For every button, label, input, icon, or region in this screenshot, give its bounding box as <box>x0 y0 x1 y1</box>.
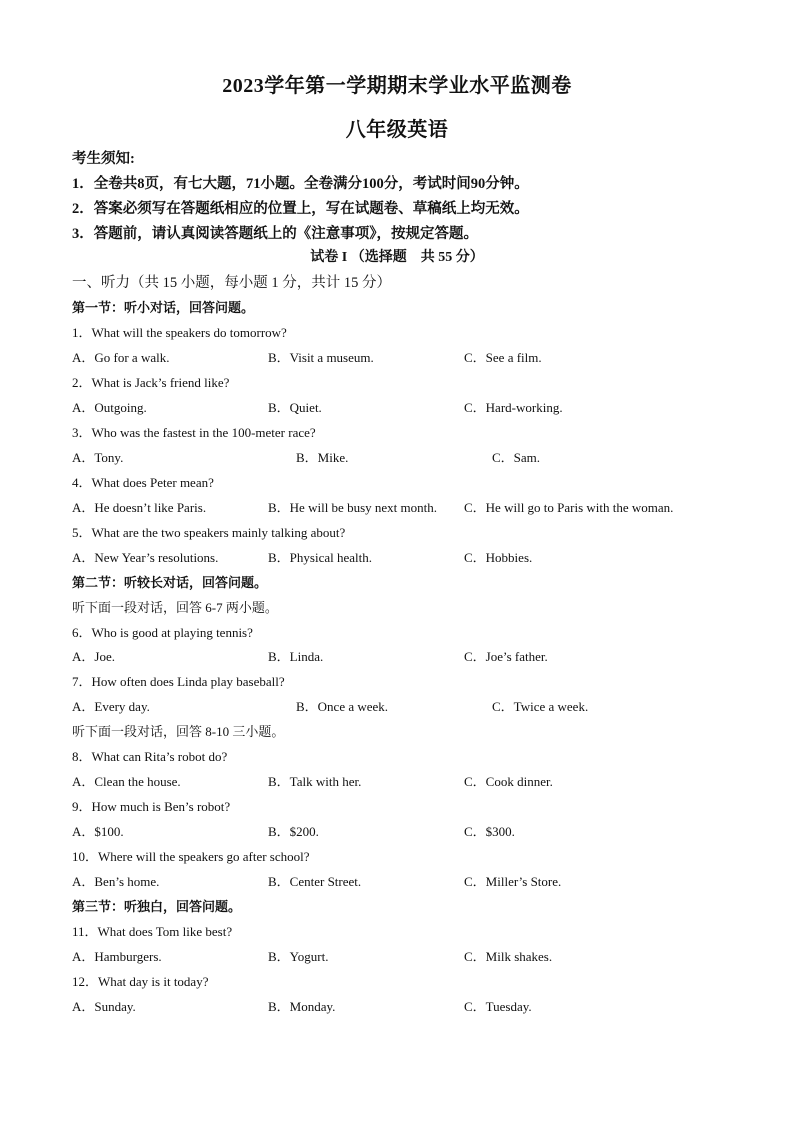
q7-option-b: B．Once a week. <box>296 699 389 714</box>
q7-option-c: C．Twice a week. <box>492 699 589 714</box>
q5-option-b: B．Physical health. <box>268 550 372 565</box>
question-7: 7．How often does Linda play baseball? <box>72 674 285 689</box>
q12-option-a: A．Sunday. <box>72 999 136 1014</box>
notice-item-3: 3．答题前，请认真阅读答题纸上的《注意事项》，按规定答题。 <box>72 226 478 242</box>
q3-option-a: A．Tony. <box>72 450 124 465</box>
q2-option-a: A．Outgoing. <box>72 400 147 415</box>
q8-option-c: C．Cook dinner. <box>464 774 553 789</box>
question-3: 3．Who was the fastest in the 100-meter race? <box>72 425 316 440</box>
question-5: 5．What are the two speakers mainly talking about? <box>72 525 346 540</box>
q10-option-c: C．Miller’s Store. <box>464 874 562 889</box>
q11-option-b: B．Yogurt. <box>268 949 329 964</box>
question-2: 2．What is Jack’s friend like? <box>72 375 230 390</box>
q9-option-a: A．$100. <box>72 824 124 839</box>
question-4: 4．What does Peter mean? <box>72 475 214 490</box>
q12-option-b: B．Monday. <box>268 999 336 1014</box>
q6-option-c: C．Joe’s father. <box>464 649 548 664</box>
question-12: 12．What day is it today? <box>72 974 209 989</box>
section2-heading: 第二节：听较长对话，回答问题。 <box>72 575 268 590</box>
q9-option-b: B．$200. <box>268 824 319 839</box>
question-1: 1．What will the speakers do tomorrow? <box>72 325 287 340</box>
question-10: 10．Where will the speakers go after school? <box>72 849 310 864</box>
q10-option-a: A．Ben’s home. <box>72 874 160 889</box>
q11-option-c: C．Milk shakes. <box>464 949 553 964</box>
instruction-8-10: 听下面一段对话，回答 8-10 三小题。 <box>72 724 285 739</box>
q5-option-c: C．Hobbies. <box>464 550 533 565</box>
q9-option-c: C．$300. <box>464 824 515 839</box>
q11-option-a: A．Hamburgers. <box>72 949 162 964</box>
q1-option-c: C．See a film. <box>464 350 542 365</box>
exam-subtitle: 八年级英语 <box>345 119 449 141</box>
instruction-6-7: 听下面一段对话，回答 6-7 两小题。 <box>72 600 278 615</box>
q1-option-a: A．Go for a walk. <box>72 350 170 365</box>
exam-title: 2023学年第一学期期末学业水平监测卷 <box>222 75 572 97</box>
section1-heading: 第一节：听小对话，回答问题。 <box>72 300 255 315</box>
section3-heading: 第三节：听独白，回答问题。 <box>72 899 242 914</box>
q10-option-b: B．Center Street. <box>268 874 362 889</box>
question-6: 6．Who is good at playing tennis? <box>72 625 253 640</box>
q3-option-c: C．Sam. <box>492 450 541 465</box>
q8-option-a: A．Clean the house. <box>72 774 181 789</box>
q1-option-b: B．Visit a museum. <box>268 350 374 365</box>
part1-heading: 一、听力（共 15 小题，每小题 1 分，共计 15 分） <box>72 275 391 291</box>
q6-option-b: B．Linda. <box>268 649 324 664</box>
notice-label: 考生须知: <box>72 151 135 167</box>
q4-option-a: A．He doesn’t like Paris. <box>72 500 207 515</box>
q12-option-c: C．Tuesday. <box>464 999 532 1014</box>
q2-option-b: B．Quiet. <box>268 400 322 415</box>
q4-option-c: C．He will go to Paris with the woman. <box>464 500 674 515</box>
question-11: 11．What does Tom like best? <box>72 924 233 939</box>
q2-option-c: C．Hard-working. <box>464 400 563 415</box>
question-9: 9．How much is Ben’s robot? <box>72 799 231 814</box>
q3-option-b: B．Mike. <box>296 450 349 465</box>
q6-option-a: A．Joe. <box>72 649 115 664</box>
q7-option-a: A．Every day. <box>72 699 150 714</box>
paper-label: 试卷 I （选择题 共 55 分） <box>310 250 484 265</box>
q5-option-a: A．New Year’s resolutions. <box>72 550 219 565</box>
q4-option-b: B．He will be busy next month. <box>268 500 437 515</box>
notice-item-1: 1．全卷共8页，有七大题，71小题。全卷满分100分，考试时间90分钟。 <box>72 176 529 192</box>
question-8: 8．What can Rita’s robot do? <box>72 749 228 764</box>
notice-item-2: 2．答案必须写在答题纸相应的位置上，写在试题卷、草稿纸上均无效。 <box>72 201 529 217</box>
q8-option-b: B．Talk with her. <box>268 774 362 789</box>
